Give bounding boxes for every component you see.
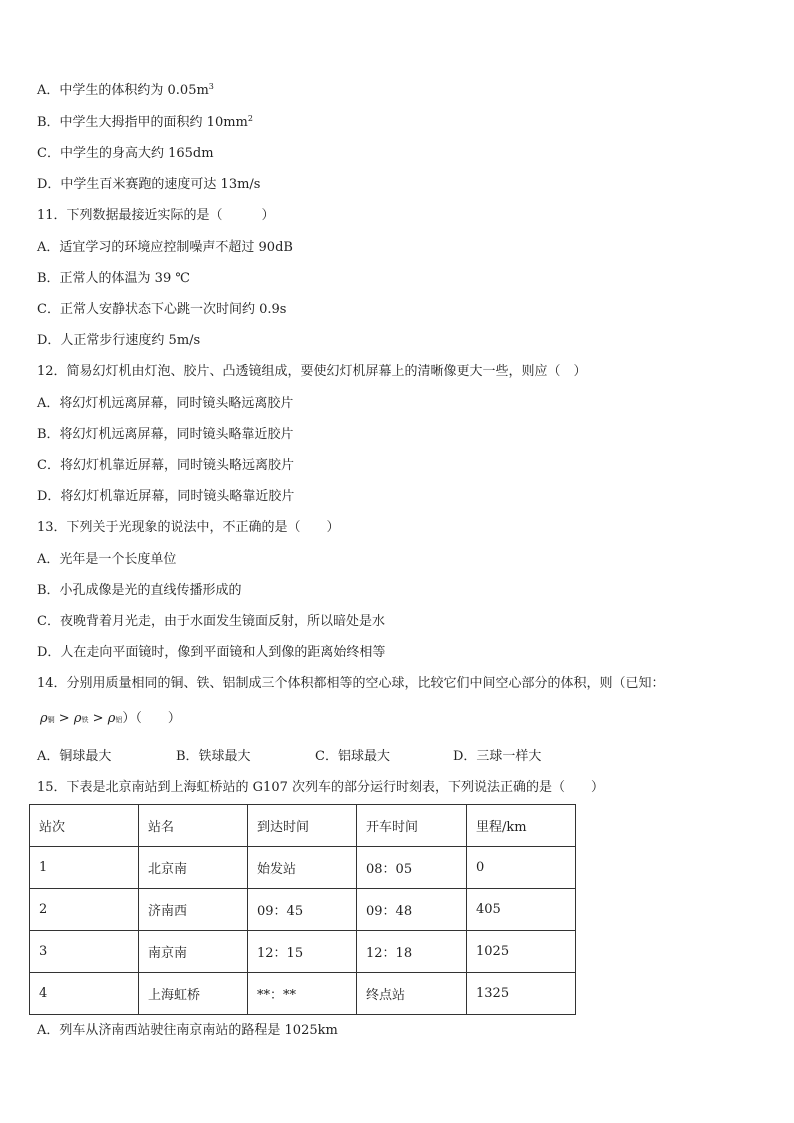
q13-option-a: A．光年是一个长度单位 — [37, 552, 177, 567]
greater-than: > — [92, 711, 104, 726]
q10-option-d: D．中学生百米赛跑的速度可达 13m/s — [37, 177, 261, 192]
header-cell: 里程/km — [467, 805, 576, 847]
q11-option-a: A．适宜学习的环境应控制噪声不超过 90dB — [37, 240, 293, 255]
q15-stem: 15．下表是北京南站到上海虹桥站的 G107 次列车的部分运行时刻表，下列说法正确的是（ ） — [37, 780, 605, 795]
q15-option-a: A．列车从济南西站驶往南京南站的路程是 1025km — [37, 1023, 338, 1038]
q11-option-d: D．人正常步行速度约 5m/s — [37, 333, 201, 348]
train-schedule-table — [29, 804, 576, 1015]
table-row — [30, 973, 576, 1015]
table-cell: 3 — [30, 931, 139, 973]
header-cell: 到达时间 — [248, 805, 357, 847]
q10-option-a — [37, 83, 214, 99]
q13-option-b: B．小孔成像是光的直线传播形成的 — [37, 583, 242, 598]
rho-iron — [74, 711, 89, 726]
table-cell: 1325 — [467, 973, 576, 1015]
q10-option-b-superscript: 2 — [247, 114, 253, 123]
q14-option-a: A．铜球最大 — [37, 749, 112, 764]
q14-option-b: B．铁球最大 — [176, 749, 251, 764]
rho-sub-copper: 铜 — [47, 716, 55, 724]
q12-option-b: B．将幻灯机远离屏幕，同时镜头略靠近胶片 — [37, 427, 294, 442]
q10-option-b-text: B．中学生大拇指甲的面积约 10mm — [37, 115, 248, 130]
q14-density-relation — [40, 711, 181, 728]
rho-sub-aluminum: 铝 — [115, 716, 123, 724]
q12-stem: 12．简易幻灯机由灯泡、胶片、凸透镜组成，要使幻灯机屏幕上的清晰像更大一些，则应（ ） — [37, 364, 587, 379]
table-cell: 12：18 — [357, 931, 467, 973]
table-cell: 09：48 — [357, 889, 467, 931]
rho-symbol: ρ — [73, 711, 82, 726]
q14-stem: 14．分别用质量相同的铜、铁、铝制成三个体积都相等的空心球，比较它们中间空心部分的体积，则（已知： — [37, 676, 665, 691]
table-cell: 2 — [30, 889, 139, 931]
q11-option-b: B．正常人的体温为 39 ℃ — [37, 271, 190, 286]
table-cell: 上海虹桥 — [139, 973, 248, 1015]
table-cell: 405 — [467, 889, 576, 931]
q11-stem: 11．下列数据最接近实际的是（ ） — [37, 208, 275, 223]
q10-option-a-superscript: 3 — [208, 82, 214, 91]
table-cell: 4 — [30, 973, 139, 1015]
table-row — [30, 889, 576, 931]
q10-option-a-text: A．中学生的体积约为 0.05m — [37, 83, 209, 98]
table-cell: 1 — [30, 847, 139, 889]
table-cell: **：** — [248, 973, 357, 1015]
q14-option-c: C．铝球最大 — [315, 749, 390, 764]
table-cell: 0 — [467, 847, 576, 889]
q12-option-d: D．将幻灯机靠近屏幕，同时镜头略靠近胶片 — [37, 489, 295, 504]
table-cell: 南京南 — [139, 931, 248, 973]
table-cell: 12：15 — [248, 931, 357, 973]
q14-option-d: D．三球一样大 — [453, 749, 542, 764]
table-row — [30, 847, 576, 889]
table-cell: 终点站 — [357, 973, 467, 1015]
q14-tail: ）（ ） — [122, 711, 181, 726]
q13-option-d: D．人在走向平面镜时，像到平面镜和人到像的距离始终相等 — [37, 645, 386, 660]
rho-copper — [40, 711, 55, 726]
table-cell: 始发站 — [248, 847, 357, 889]
table-cell: 08：05 — [357, 847, 467, 889]
table-cell: 济南西 — [139, 889, 248, 931]
q10-option-c: C．中学生的身高大约 165dm — [37, 146, 214, 161]
table-cell: 09：45 — [248, 889, 357, 931]
rho-sub-iron: 铁 — [81, 716, 89, 724]
rho-symbol: ρ — [107, 711, 116, 726]
table-cell: 1025 — [467, 931, 576, 973]
table-cell: 北京南 — [139, 847, 248, 889]
q13-option-c: C．夜晚背着月光走，由于水面发生镜面反射，所以暗处是水 — [37, 614, 385, 629]
table-header-row — [30, 805, 576, 847]
greater-than: > — [58, 711, 70, 726]
header-cell: 站名 — [139, 805, 248, 847]
rho-aluminum — [108, 711, 123, 726]
header-cell: 开车时间 — [357, 805, 467, 847]
q12-option-c: C．将幻灯机靠近屏幕，同时镜头略远离胶片 — [37, 458, 294, 473]
rho-symbol: ρ — [40, 711, 48, 726]
q11-option-c: C．正常人安静状态下心跳一次时间约 0.9s — [37, 302, 287, 317]
q10-option-b — [37, 115, 253, 131]
header-cell: 站次 — [30, 805, 139, 847]
table-row — [30, 931, 576, 973]
q13-stem: 13．下列关于光现象的说法中，不正确的是（ ） — [37, 520, 340, 535]
q12-option-a: A．将幻灯机远离屏幕，同时镜头略远离胶片 — [37, 396, 294, 411]
